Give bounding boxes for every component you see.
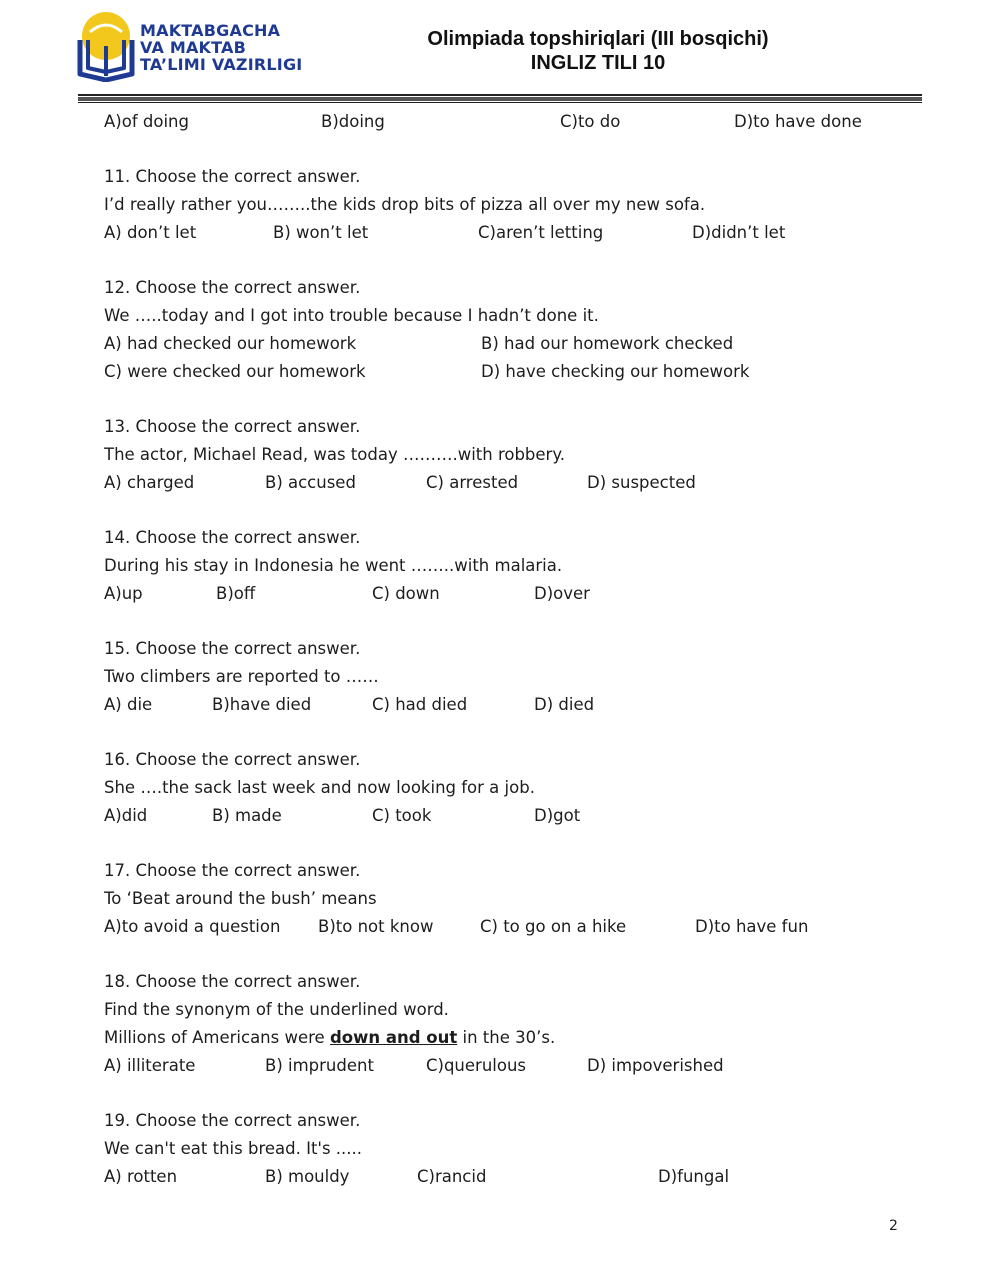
option-a: A) illiterate [104,1056,196,1075]
sentence-after: in the 30’s. [457,1028,556,1047]
question-heading: 16. Choose the correct answer. [104,750,361,769]
option-b: B)doing [321,112,385,131]
question-text: She ….the sack last week and now looking for a job. [104,778,535,797]
option-c: C)aren’t letting [478,223,604,242]
question-options [104,219,924,247]
question-heading: 14. Choose the correct answer. [104,528,361,547]
option-d: D)to have done [734,112,862,131]
option-c: C)to do [560,112,621,131]
page-number: 2 [889,1218,898,1234]
option-a: A)did [104,806,148,825]
question-text: We can't eat this bread. It's ..... [104,1139,363,1158]
question-heading: 11. Choose the correct answer. [104,167,361,186]
question-options [104,1163,924,1191]
option-b: B)off [216,584,256,603]
option-c: C) arrested [426,473,519,492]
question-heading: 13. Choose the correct answer. [104,417,361,436]
question-text: Two climbers are reported to …… [104,667,379,686]
question-text: The actor, Michael Read, was today ……….with robbery. [104,445,566,464]
question-text: To ‘Beat around the bush’ means [104,889,377,908]
question-options [104,469,924,497]
option-d: D)got [534,806,581,825]
question-text: During his stay in Indonesia he went ……..with malaria. [104,556,563,575]
question-options [104,691,924,719]
option-a: A)to avoid a question [104,917,281,936]
option-c: C) took [372,806,432,825]
ministry-line: TA’LIMI VAZIRLIGI [140,55,303,74]
question-heading: 18. Choose the correct answer. [104,972,361,991]
option-c: C)rancid [417,1167,487,1186]
page-header [0,0,1002,110]
option-b: B) won’t let [273,223,369,242]
question-heading: 12. Choose the correct answer. [104,278,361,297]
question-list [104,108,924,1191]
option-b: B) had our homework checked [481,334,734,353]
ministry-name [140,22,302,73]
option-a: A)up [104,584,143,603]
option-b: B)to not know [318,917,434,936]
ministry-line: VA MAKTAB [140,38,247,57]
question-options [104,330,924,358]
question-options [104,358,924,386]
title-line-2: INGLIZ TILI 10 [530,52,666,74]
question-options [104,1052,924,1080]
option-d: D)to have fun [695,917,809,936]
question-sentence [104,1024,924,1052]
option-b: B)have died [212,695,312,714]
option-a: A) die [104,695,153,714]
option-a: A) had checked our homework [104,334,357,353]
title-line-1: Olimpiada topshiriqlari (III bosqichi) [427,28,769,50]
document-title [380,27,816,75]
option-b: B) imprudent [265,1056,374,1075]
option-b: B) made [212,806,282,825]
option-d: D) have checking our homework [481,362,750,381]
question-text: I’d really rather you……..the kids drop bits of pizza all over my new sofa. [104,195,706,214]
header-divider [78,94,922,103]
option-c: C) had died [372,695,468,714]
question-text: We …..today and I got into trouble because I hadn’t done it. [104,306,599,325]
question-options [104,580,924,608]
option-d: D) died [534,695,595,714]
option-c: C) down [372,584,440,603]
option-d: D) suspected [587,473,696,492]
ministry-line: MAKTABGACHA [140,21,281,40]
option-d: D)fungal [658,1167,730,1186]
option-b: B) mouldy [265,1167,350,1186]
question-options [104,913,924,941]
option-d: D) impoverished [587,1056,724,1075]
q10-options [104,108,924,136]
underlined-phrase: down and out [329,1028,458,1047]
option-d: D)didn’t let [692,223,786,242]
option-a: A)of doing [104,112,189,131]
question-heading: 19. Choose the correct answer. [104,1111,361,1130]
question-heading: 15. Choose the correct answer. [104,639,361,658]
option-a: A) rotten [104,1167,178,1186]
book-sun-logo-icon [76,10,136,82]
option-d: D)over [534,584,590,603]
option-c: C) were checked our homework [104,362,366,381]
question-options [104,802,924,830]
question-heading: 17. Choose the correct answer. [104,861,361,880]
option-c: C)querulous [426,1056,527,1075]
sentence-before: Millions of Americans were [104,1028,330,1047]
option-c: C) to go on a hike [480,917,627,936]
option-b: B) accused [265,473,356,492]
option-a: A) don’t let [104,223,197,242]
question-text: Find the synonym of the underlined word. [104,1000,449,1019]
option-a: A) charged [104,473,195,492]
